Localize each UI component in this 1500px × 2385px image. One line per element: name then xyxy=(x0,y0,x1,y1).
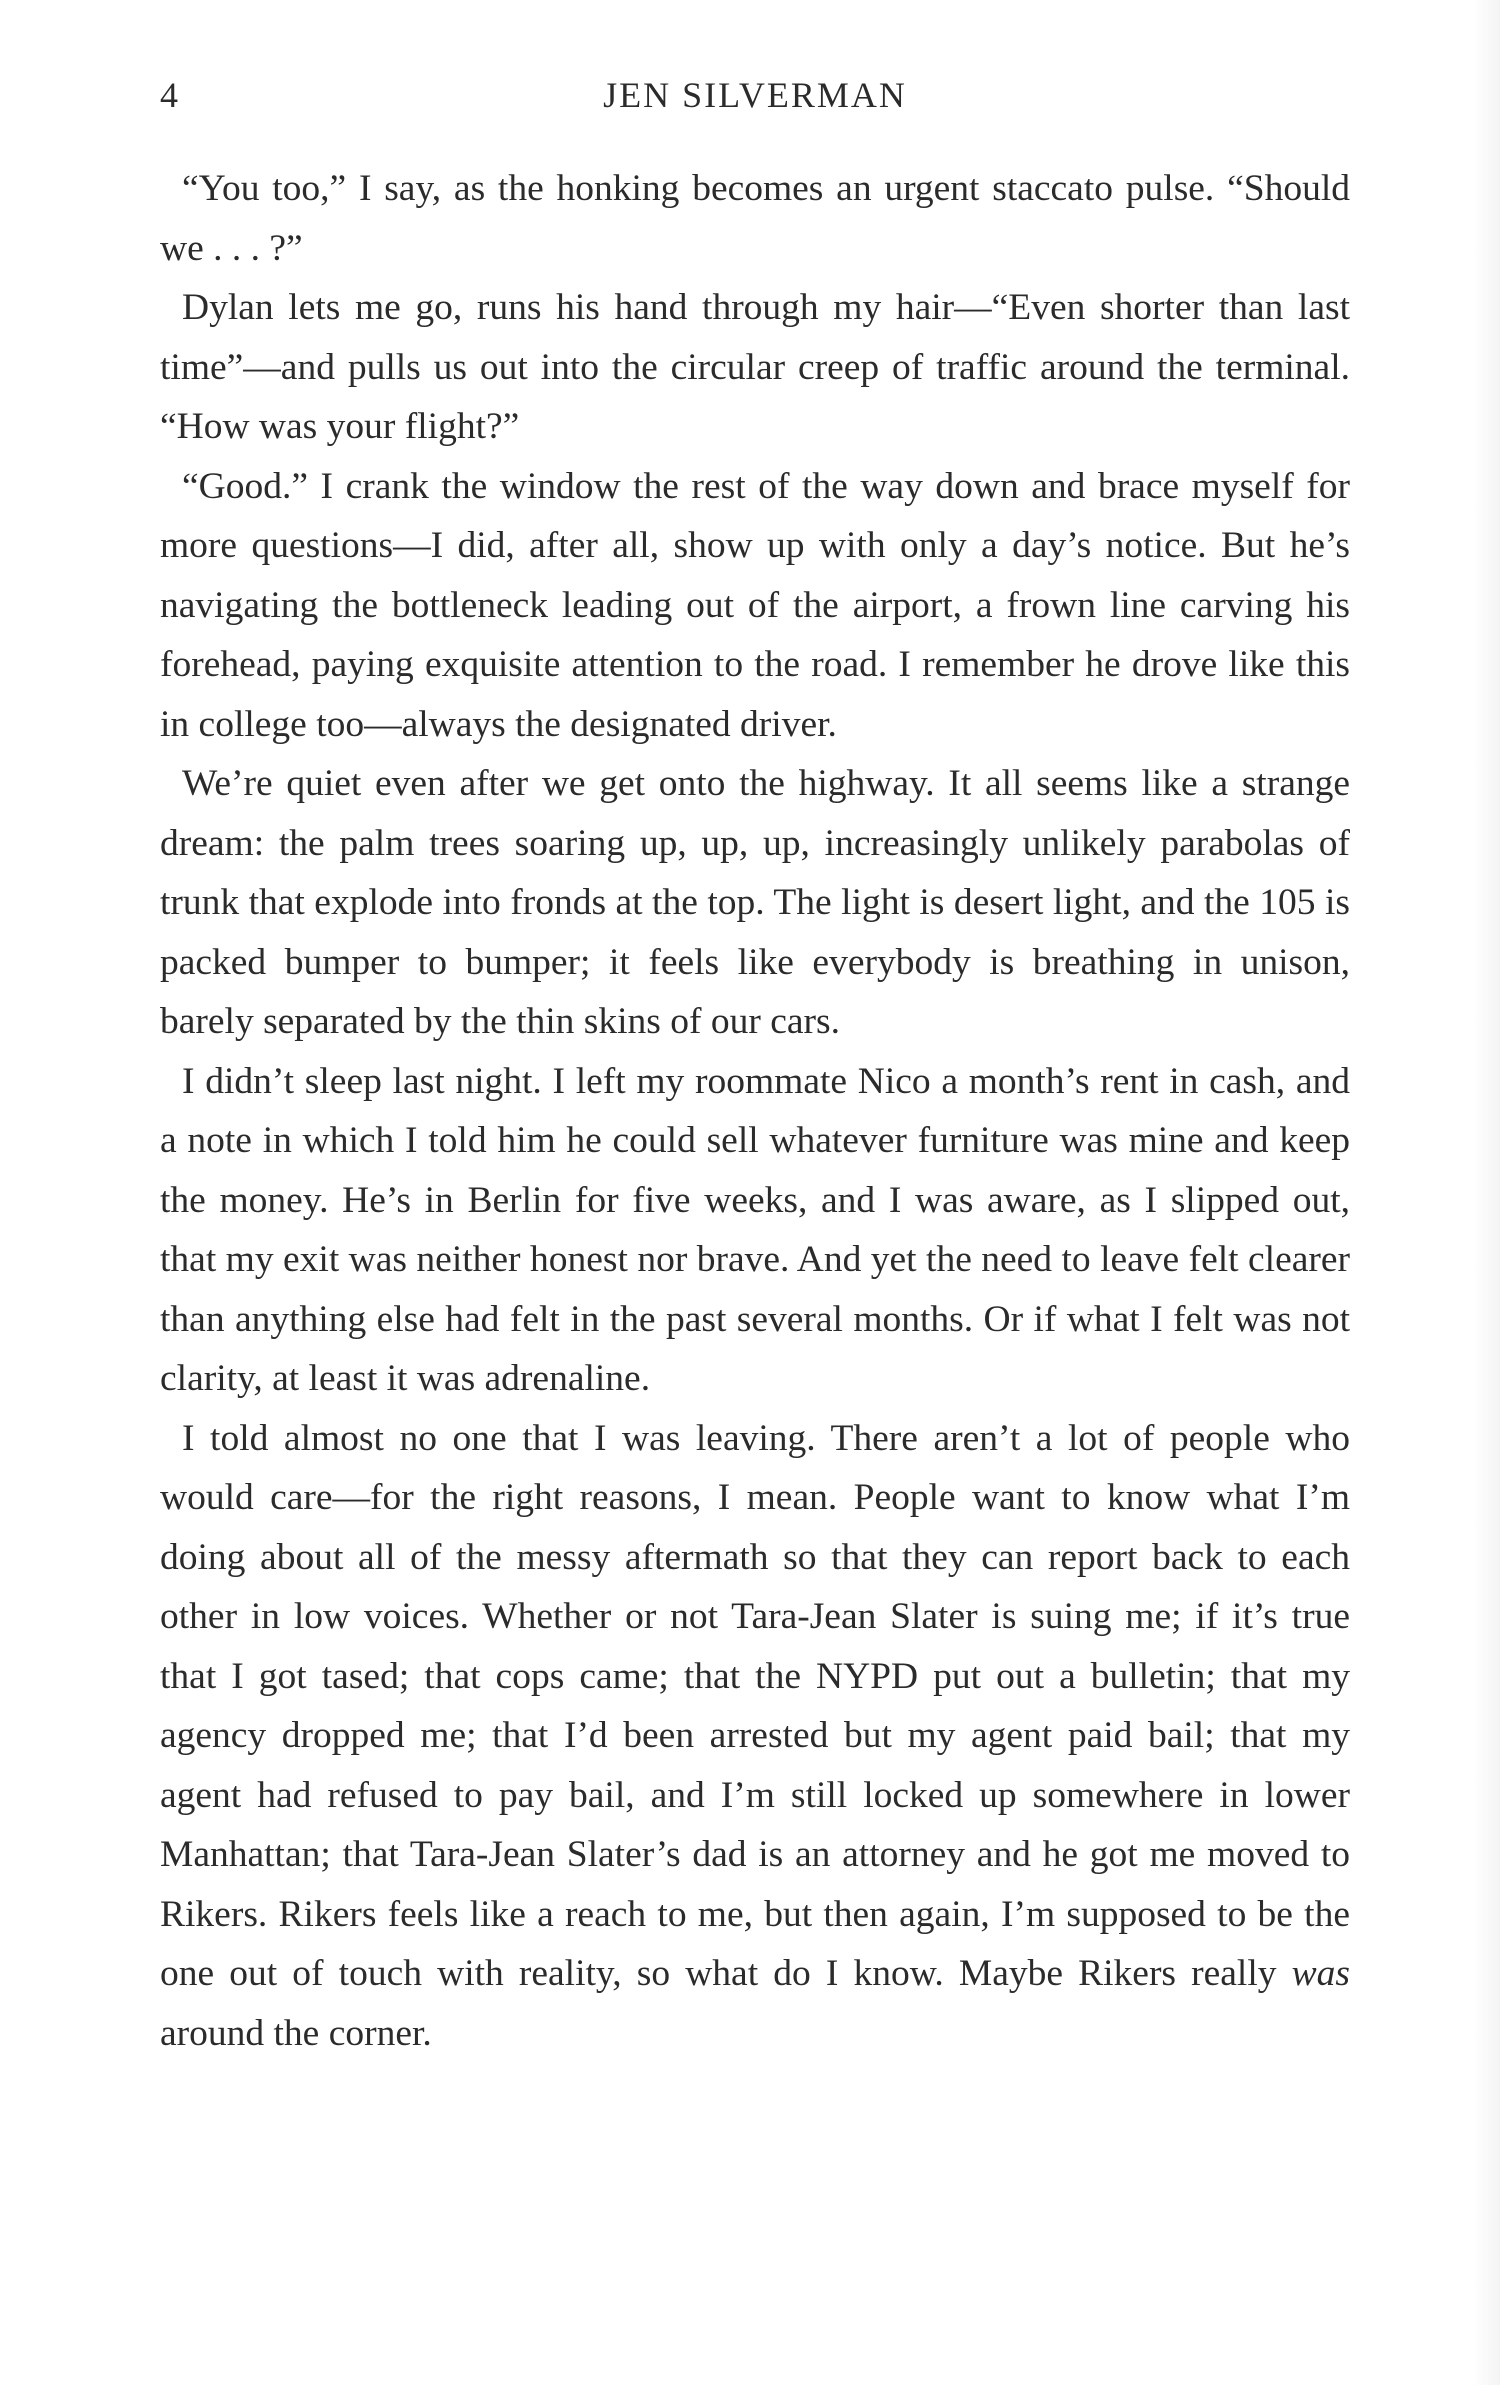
paragraph-5: I didn’t sleep last night. I left my roommate Nico a month’s rent in cash, and a note in which I told him he could sell whatever furniture was mine and keep the money. He’s in Berlin for five weeks, and I was aware, as I slipped out, that my exit was neither honest nor brave. And yet the need to leave felt clearer than anything else had felt in the past several months. Or if what I felt was not clarity, at least it was adrenaline. xyxy=(160,1060,1350,1399)
body-text xyxy=(160,159,1350,2063)
paragraph-3: “Good.” I crank the window the rest of the way down and brace myself for more questions—I did, after all, show up with only a day’s notice. But he’s navigating the bottleneck leading out of the airport, a frown line carving his forehead, paying exquisite attention to the road. I remember he drove like this in college too—always the designated driver. xyxy=(160,465,1350,745)
emphasized-word: was xyxy=(1291,1953,1350,1994)
paragraph-6-text: I told almost no one that I was leaving. There aren’t a lot of people who would care—for the right reasons, I mean. People want to know what I’m doing about all of the messy aftermath so that they can report back to each other in low voices. Whether or not Tara-Jean Slater is suing me; if it’s true that I got tased; that cops came; that the NYPD put out a bulletin; that my agency dropped me; that I’d been arrested but my agent paid bail; that my agent had refused to pay bail, and I’m still locked up somewhere in lower Manhattan; that Tara-Jean Slater’s dad is an attorney and he got me moved to Rikers. Rikers feels like a reach to me, but then again, I’m supposed to be the one out of touch with reality, so what do I know. Maybe Rikers really xyxy=(160,1417,1350,1994)
paragraph-4: We’re quiet even after we get onto the highway. It all seems like a strange dream: the palm trees soaring up, up, up, increasingly unlikely parabolas of trunk that explode into fronds at the top. The light is desert light, and the 105 is packed bumper to bumper; it feels like everybody is breathing in unison, barely separated by the thin skins of our cars. xyxy=(160,763,1350,1042)
paragraph-2: Dylan lets me go, runs his hand through my hair—“Even shorter than last time”—and pulls us out into the circular creep of traffic around the terminal. “How was your flight?” xyxy=(160,287,1350,447)
running-head xyxy=(160,74,1350,124)
page-edge-shading xyxy=(1472,0,1500,2385)
paragraph-6 xyxy=(160,1409,1350,2064)
running-title: JEN SILVERMAN xyxy=(603,75,907,115)
page-number: 4 xyxy=(160,75,179,115)
paragraph-1: “You too,” I say, as the honking becomes an urgent staccato pulse. “Should we . . . ?” xyxy=(160,168,1350,269)
paragraph-6-ending: around the corner. xyxy=(160,2012,432,2054)
